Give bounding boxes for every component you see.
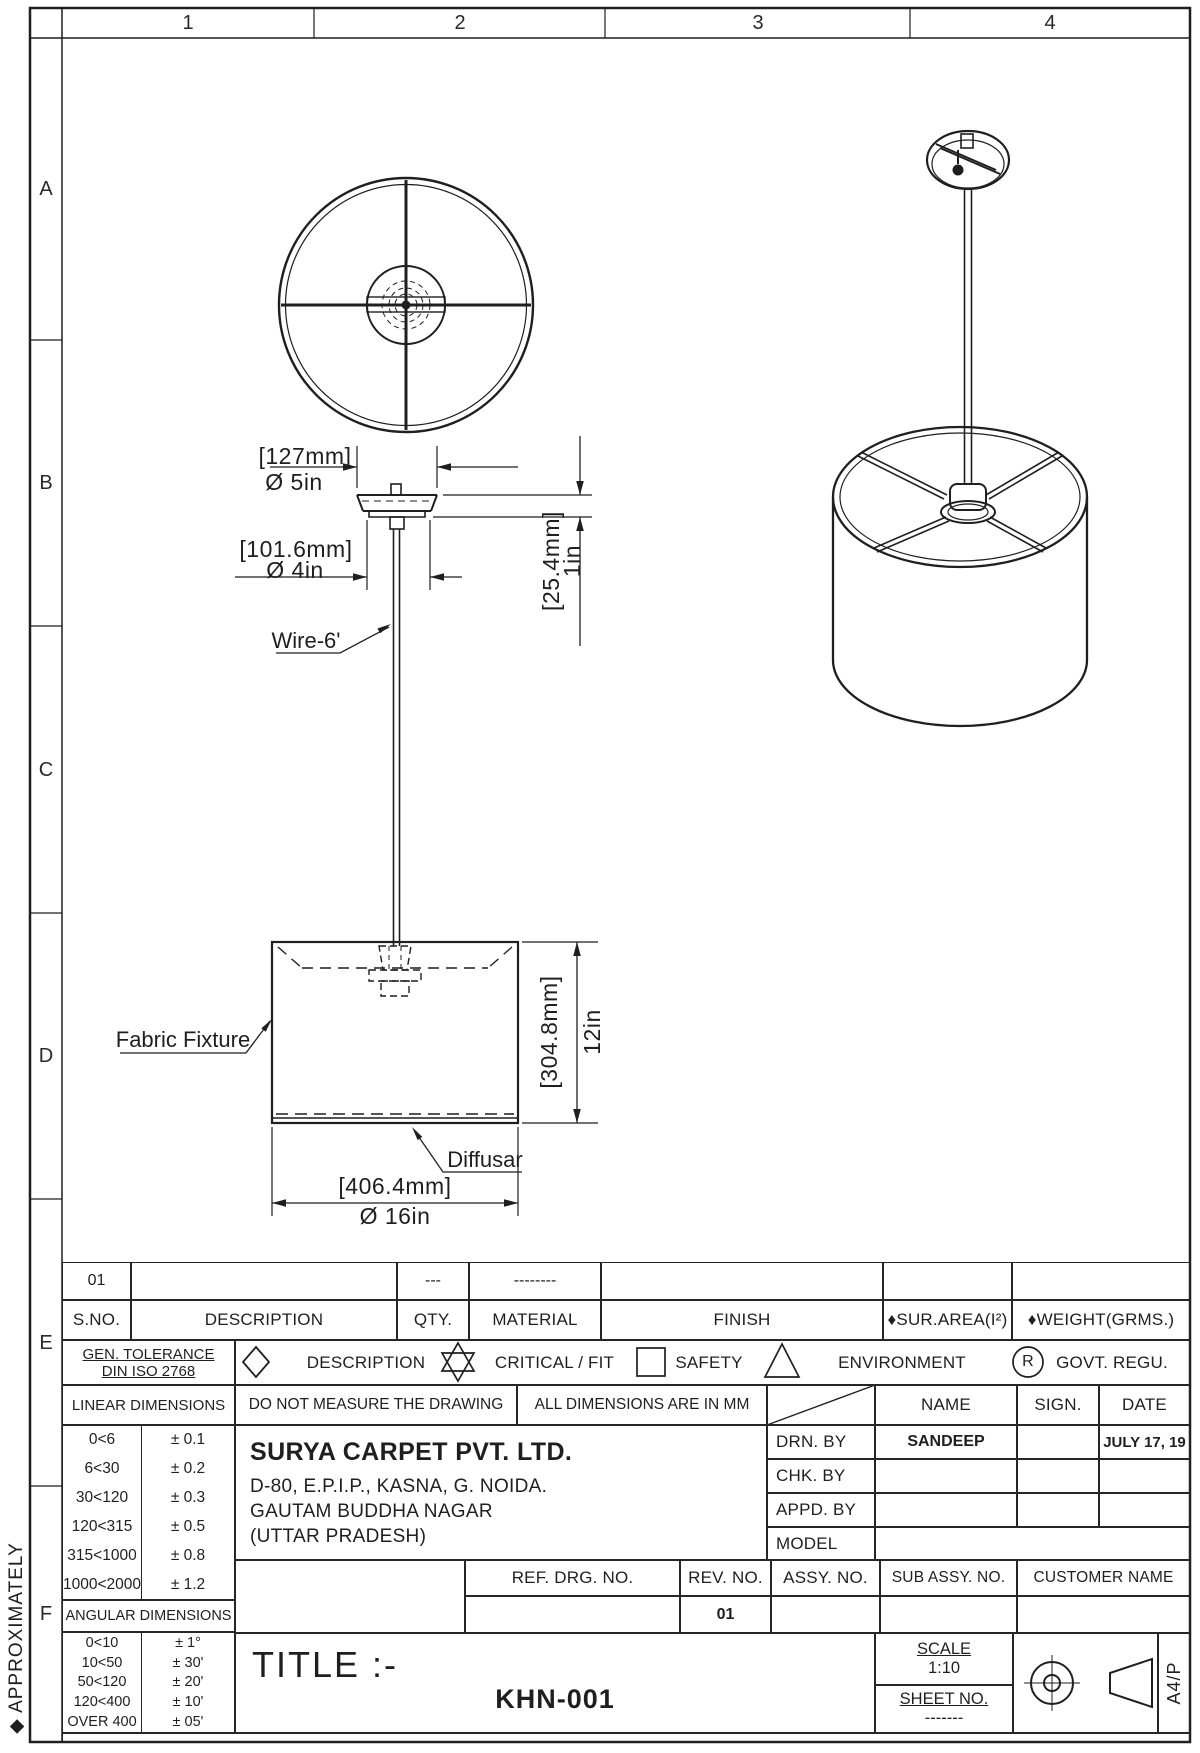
dim-16in-value: Ø 16in	[359, 1202, 431, 1229]
tolerance-range: 6<30	[63, 1455, 142, 1484]
parts-header-qty: QTY.	[397, 1300, 469, 1340]
sub-assy-no-value	[880, 1596, 1017, 1633]
ref-drg-no-header: REF. DRG. NO.	[465, 1560, 680, 1596]
rev-no-value: 01	[680, 1596, 771, 1633]
tolerance-range: 120<315	[63, 1512, 142, 1541]
scale-cell	[875, 1633, 1013, 1685]
tolerance-value: ± 10'	[172, 1694, 204, 1711]
projection-cell	[1013, 1633, 1158, 1733]
parts-header-finish: FINISH	[601, 1300, 883, 1340]
parts-header-sno: S.NO.	[62, 1300, 131, 1340]
tolerance-value: ± 1.2	[170, 1575, 206, 1593]
parts-row-surarea	[883, 1262, 1012, 1300]
assy-no-value	[771, 1596, 880, 1633]
legend-environment-label: ENVIRONMENT	[838, 1352, 966, 1372]
parts-header-weight: ♦WEIGHT(GRMS.)	[1012, 1300, 1190, 1340]
tolerance-range: 120<400	[63, 1692, 142, 1712]
gen-tolerance-line2: DIN ISO 2768	[101, 1362, 196, 1380]
tolerance-value: ± 0.1	[170, 1431, 206, 1449]
bottom-strip	[62, 1733, 1190, 1742]
format-label: A4/P	[1163, 1661, 1184, 1705]
tolerance-range: 1000<2000	[63, 1570, 142, 1599]
appd-by-date	[1099, 1493, 1190, 1527]
title-label: TITLE :-	[252, 1644, 399, 1685]
tolerance-range: 0<10	[63, 1633, 142, 1653]
tolerance-row	[63, 1570, 234, 1599]
customer-name-value	[1017, 1596, 1190, 1633]
chk-by-label: CHK. BY	[767, 1459, 875, 1493]
sub-assy-no-header: SUB ASSY. NO.	[880, 1560, 1017, 1596]
zone-row-b: B	[39, 471, 53, 494]
parts-row-sno: 01	[62, 1262, 131, 1300]
tolerance-value: ± 30'	[172, 1654, 204, 1671]
tolerance-range: 315<1000	[63, 1541, 142, 1570]
dim-406mm-value: [406.4mm]	[338, 1172, 452, 1199]
tolerance-range: 50<120	[63, 1673, 142, 1693]
zone-row-a: A	[39, 177, 53, 200]
dim-101mm-value: [101.6mm]	[239, 535, 353, 562]
tolerance-range: 10<50	[63, 1653, 142, 1673]
model-value	[875, 1527, 1190, 1560]
angular-dimensions-header: ANGULAR DIMENSIONS	[62, 1600, 235, 1632]
tolerance-row	[63, 1633, 234, 1653]
parts-row-description	[131, 1262, 397, 1300]
drn-by-label: DRN. BY	[767, 1425, 875, 1459]
tolerance-row	[63, 1484, 234, 1513]
tolerance-range: OVER 400	[63, 1712, 142, 1732]
top-view	[279, 178, 533, 432]
tolerance-range: 0<6	[63, 1426, 142, 1455]
tolerance-row	[63, 1712, 234, 1732]
linear-tolerance-table	[62, 1425, 235, 1600]
drawing-number: KHN-001	[495, 1684, 615, 1714]
legend-r-letter: R	[1022, 1353, 1034, 1370]
appd-by-name	[875, 1493, 1017, 1527]
legend-description-label: DESCRIPTION	[306, 1352, 426, 1372]
dim-5in-value: Ø 5in	[265, 468, 323, 495]
do-not-measure-note: DO NOT MEASURE THE DRAWING	[235, 1385, 517, 1425]
dim-4in-value: Ø 4in	[266, 556, 324, 583]
parts-row-qty: ---	[397, 1262, 469, 1300]
zone-row-c: C	[38, 758, 54, 781]
diffuser-label: Diffusar	[447, 1147, 523, 1172]
zone-col-3: 3	[752, 11, 764, 34]
tolerance-row	[63, 1673, 234, 1693]
sign-header: SIGN.	[1017, 1385, 1099, 1425]
parts-header-surarea: ♦SUR.AREA(I²)	[883, 1300, 1012, 1340]
drn-by-name: SANDEEP	[875, 1425, 1017, 1459]
angular-tolerance-table	[62, 1632, 235, 1733]
company-address-line2: GAUTAM BUDDHA NAGAR	[250, 1501, 493, 1522]
dim-25mm-value: [25.4mm]	[537, 511, 564, 611]
all-dimensions-note: ALL DIMENSIONS ARE IN MM	[517, 1385, 767, 1425]
tolerance-row	[63, 1692, 234, 1712]
tolerance-value: ± 0.2	[170, 1460, 206, 1478]
company-address-line3: (UTTAR PRADESH)	[250, 1526, 427, 1547]
gen-tolerance-line1: GEN. TOLERANCE	[82, 1345, 215, 1363]
tolerance-row	[63, 1455, 234, 1484]
tolerance-value: ± 1°	[175, 1634, 201, 1651]
dim-12in-value: 12in	[578, 1009, 605, 1055]
tolerance-row	[63, 1653, 234, 1673]
gen-tolerance-cell	[62, 1340, 235, 1385]
drn-by-date: JULY 17, 19	[1099, 1425, 1190, 1459]
tolerance-value: ± 05'	[172, 1714, 204, 1731]
assy-no-header: ASSY. NO.	[771, 1560, 880, 1596]
ref-drg-no-value	[465, 1596, 680, 1633]
dim-1in-value: 1in	[558, 544, 585, 578]
tolerance-value: ± 20'	[172, 1674, 204, 1691]
rev-no-header: REV. NO.	[680, 1560, 771, 1596]
model-label: MODEL	[767, 1527, 875, 1560]
scale-value: 1:10	[927, 1659, 961, 1677]
parts-row-material: --------	[469, 1262, 601, 1300]
dim-127mm-value: [127mm]	[258, 442, 352, 469]
wire-label: Wire-6'	[271, 628, 341, 653]
parts-row-weight	[1012, 1262, 1190, 1300]
side-view	[357, 484, 437, 946]
chk-by-sign	[1017, 1459, 1099, 1493]
appd-by-sign	[1017, 1493, 1099, 1527]
tolerance-row	[63, 1512, 234, 1541]
tolerance-row	[63, 1541, 234, 1570]
zone-col-1: 1	[182, 11, 194, 34]
sheet-no-value: -------	[924, 1709, 964, 1727]
chk-by-name	[875, 1459, 1017, 1493]
tolerance-value: ± 0.8	[170, 1546, 206, 1564]
zone-row-e: E	[39, 1331, 53, 1354]
fabric-fixture-label: Fabric Fixture	[115, 1027, 251, 1052]
date-header: DATE	[1099, 1385, 1190, 1425]
linear-dimensions-header: LINEAR DIMENSIONS	[62, 1385, 235, 1425]
appd-by-label: APPD. BY	[767, 1493, 875, 1527]
legend-safety-label: SAFETY	[675, 1352, 743, 1372]
scale-label: SCALE	[916, 1640, 972, 1658]
company-name: SURYA CARPET PVT. LTD.	[250, 1438, 573, 1466]
sheet-no-cell	[875, 1685, 1013, 1733]
tolerance-value: ± 0.3	[170, 1489, 206, 1507]
sheet-no-label: SHEET NO.	[899, 1690, 989, 1708]
isometric-view	[833, 131, 1087, 726]
legend-govt-label: GOVT. REGU.	[1056, 1352, 1168, 1372]
chk-by-date	[1099, 1459, 1190, 1493]
parts-header-material: MATERIAL	[469, 1300, 601, 1340]
tolerance-row	[63, 1426, 234, 1455]
diagonal-cell	[767, 1385, 875, 1425]
company-block	[235, 1425, 767, 1560]
legend-critical-label: CRITICAL / FIT	[494, 1352, 615, 1372]
dim-304mm-value: [304.8mm]	[535, 975, 562, 1089]
name-header: NAME	[875, 1385, 1017, 1425]
zone-col-2: 2	[454, 11, 466, 34]
parts-header-description: DESCRIPTION	[131, 1300, 397, 1340]
drn-by-sign	[1017, 1425, 1099, 1459]
zone-col-4: 4	[1044, 11, 1056, 34]
title-cell	[235, 1633, 875, 1733]
zone-row-f: F	[39, 1602, 53, 1625]
approximately-note: ◆ APPROXIMATELY	[5, 1542, 27, 1734]
customer-name-header: CUSTOMER NAME	[1017, 1560, 1190, 1596]
company-address-line1: D-80, E.P.I.P., KASNA, G. NOIDA.	[250, 1476, 548, 1497]
tolerance-range: 30<120	[63, 1484, 142, 1513]
filler-cell	[235, 1560, 465, 1633]
parts-row-finish	[601, 1262, 883, 1300]
tolerance-value: ± 0.5	[170, 1517, 206, 1535]
zone-row-d: D	[38, 1044, 54, 1067]
front-view	[272, 942, 518, 1123]
